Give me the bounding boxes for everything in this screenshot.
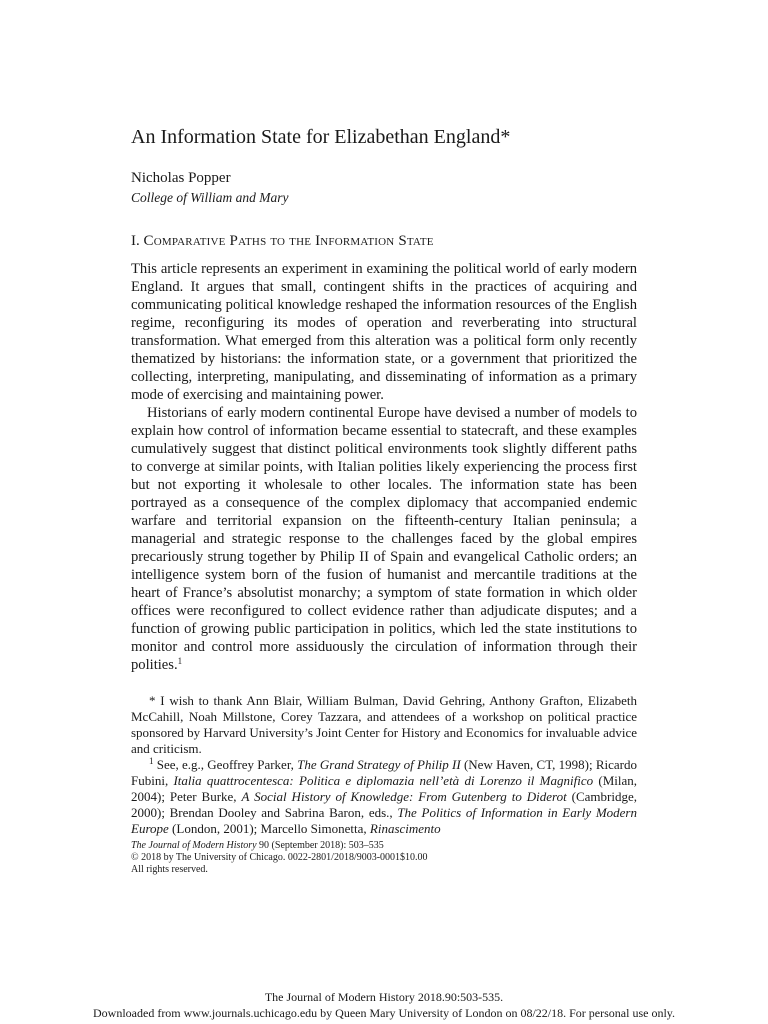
article-title: An Information State for Elizabethan England*	[131, 126, 511, 148]
footnote-1-work-title: Rinascimento	[369, 821, 441, 836]
footer-citation: The Journal of Modern History 2018.90:503-535.	[264, 990, 504, 1004]
footnote-1-work-title: Italia quattrocentesca: Politica e diplomazia nell’età di Lorenzo il Magnifico	[173, 773, 594, 788]
section-heading	[131, 233, 434, 250]
footnotes	[131, 693, 637, 837]
footnote-1-text: (London, 2001); Marcello Simonetta,	[168, 821, 370, 836]
section-numeral: I.	[131, 233, 144, 249]
footnote-1-work-title: The Politics of Information in Early Modern Europe	[131, 805, 637, 836]
footnote-1-work-title: A Social History of Knowledge: From Gutenberg to Diderot	[241, 789, 567, 804]
article-body	[131, 260, 637, 674]
footnote-1	[131, 757, 637, 837]
body-paragraph-2-text: Historians of early modern continental Europe have devised a number of models to explain how control of information became essential to statecraft, and these examples cumulatively suggest that distinct political environments took slightly different paths to converge at similar points, with Italian polities likely experiencing the process first but not exporting it wholesale to other locales. The information state has been portrayed as a consequence of the complex diplomacy that accompanied endemic warfare and territorial expansion on the fifteenth-century Italian peninsula; a managerial and strategic response to the challenges faced by the global empires precariously strung together by Philip II of Spain and evangelical Catholic orders; an intelligence system born of the fusion of humanist and mercantile traditions at the heart of France’s absolutist monarchy; a symptom of state formation in which older offices were reconfigured to collect evidence rather than adjudicate disputes; and a function of growing public participation in politics, which led the state institutions to monitor and control more assiduously the circulation of information through their polities.	[131, 405, 637, 673]
footnote-marker-1[interactable]: 1	[177, 656, 183, 666]
journal-citation	[131, 840, 428, 852]
colophon	[131, 840, 428, 876]
copyright-line: © 2018 by The University of Chicago. 0022-2801/2018/9003-0001$10.00	[131, 852, 428, 863]
footnote-1-text: See, e.g., Geoffrey Parker,	[153, 757, 298, 772]
footnote-1-work-title: The Grand Strategy of Philip II	[297, 757, 461, 772]
section-title: Comparative Paths to the Information State	[143, 233, 434, 249]
author-affiliation: College of William and Mary	[131, 190, 289, 205]
journal-issue: 90 (September 2018): 503–535	[256, 840, 384, 851]
journal-name: The Journal of Modern History	[131, 840, 257, 851]
body-paragraph-1: This article represents an experiment in examining the political world of early modern England. It argues that small, contingent shifts in the practices of acquiring and communicating political knowledge reshaped the information resources of the English regime, reconfiguring its modes of operation and reverberating into structural transformation. What emerged from this alteration was a political form only recently thematized by historians: the information state, or a government that prioritized the collecting, interpreting, manipulating, and disseminating of information as a primary mode of exercising and maintaining power.	[131, 261, 637, 403]
footnote-1-number: 1	[149, 756, 154, 766]
author-name: Nicholas Popper	[131, 170, 231, 186]
rights-line: All rights reserved.	[131, 864, 208, 875]
body-paragraph-2	[131, 404, 637, 674]
footnote-1-text: (New Haven, CT, 1998); Ricardo Fubini,	[131, 757, 638, 788]
footnote-star: * I wish to thank Ann Blair, William Bulman, David Gehring, Anthony Grafton, Elizabeth McCahill, Noah Millstone, Corey Tazzara, and attendees of a workshop on political practice sponsored by Harvard University’s Joint Center for History and Economics for invaluable advice and criticism.	[131, 693, 637, 756]
footnote-1-text: (Milan, 2004); Peter Burke,	[131, 773, 637, 804]
footer-download-notice: Downloaded from www.journals.uchicago.edu by Queen Mary University of London on 08/22/18. For personal use only.	[93, 1006, 675, 1020]
footnote-1-text: (Cambridge, 2000); Brendan Dooley and Sabrina Baron, eds.,	[131, 789, 637, 820]
